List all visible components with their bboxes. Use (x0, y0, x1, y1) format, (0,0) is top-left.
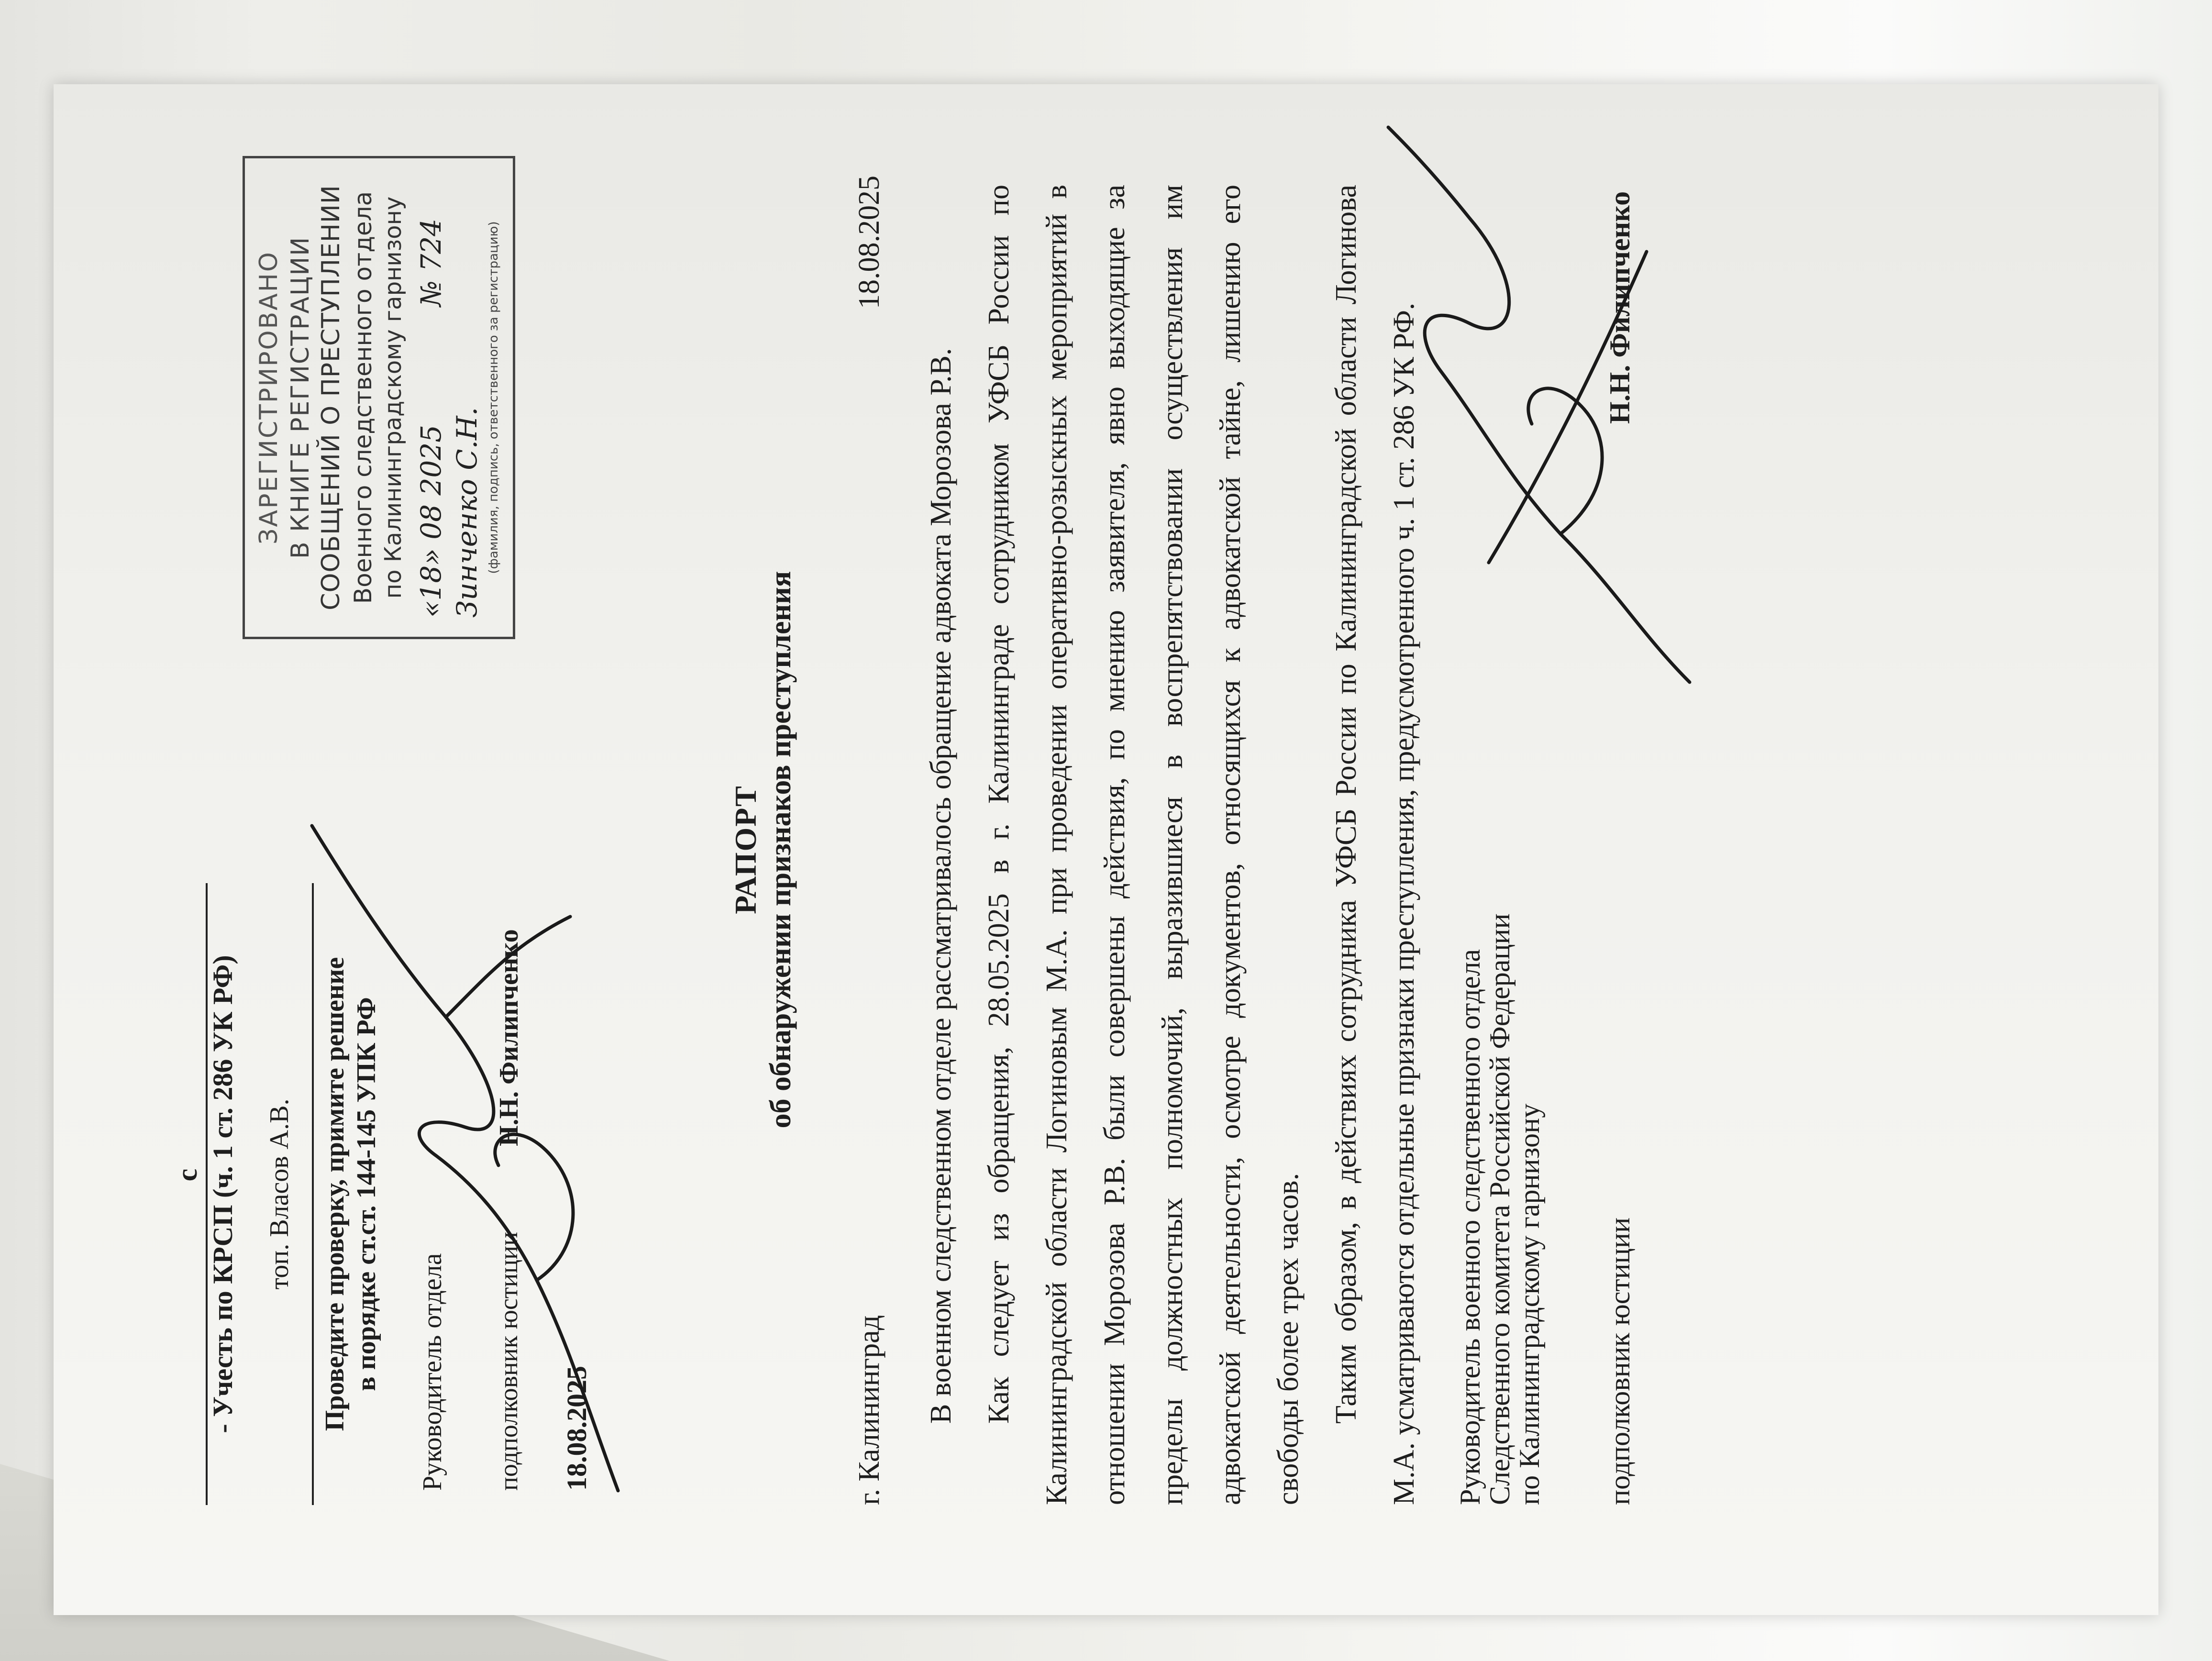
handwritten-signatures (54, 84, 2158, 1615)
signature-rank: подполковник юстиции (1604, 1217, 1636, 1505)
body-paragraph-2: Как следует из обращения, 28.05.2025 в г. Калининграде сотрудником УФСБ России по Калининградской области Логиновым М.А. при проведении оперативно-розыскных мероприятий в отношении Морозова Р.В. были совершены действия, по мнению заявителя, явно выходящие за пределы должностных полномочий, выразившиеся в воспрепятствовании осуществления им адвокатской деятельности, осмотре документов, относящихся к адвокатской тайне, лишению его свободы более трех часов. (983, 185, 1305, 1505)
resolution-addressee: топ. Власов А.В. (265, 1098, 294, 1290)
document-sheet (54, 84, 2158, 1615)
stamp-line-garrison: по Калининградскому гарнизону (380, 196, 407, 599)
stamp-handwritten-date: «18» 08 2025 (415, 424, 447, 618)
stamp-line-registered: ЗАРЕГИСТРИРОВАНО (254, 251, 283, 544)
document-title: РАПОРТ (729, 785, 763, 914)
stamp-line-reports: СООБЩЕНИЙ О ПРЕСТУПЛЕНИИ (317, 185, 345, 610)
document-date: 18.08.2025 (853, 176, 885, 309)
body-paragraph-1: В военном следственном отделе рассматривалось обращение адвоката Морозова Р.В. (925, 348, 957, 1424)
resolution-c-mark: с (171, 1168, 203, 1182)
block-signature-cross (1489, 252, 1647, 563)
signature-position-line-3: по Калининградскому гарнизону (1514, 1103, 1545, 1505)
stamp-line-department: Военного следственного отдела (349, 191, 377, 604)
stamp-handwritten-number: № 724 (415, 218, 447, 307)
signature-position-line-2: Следственного комитета Российской Федерации (1484, 913, 1515, 1505)
resolution-signature-tail (446, 917, 570, 1017)
resolution-record-line: - Учесть по КРСП (ч. 1 ст. 286 УК РФ) (207, 955, 238, 1433)
document-subtitle: об обнаружении признаков преступления (764, 571, 797, 1129)
block-signature-stroke (1388, 127, 1690, 682)
resolution-signature-stroke (312, 826, 618, 1491)
resolution-head-title: Руководитель отдела (418, 1253, 447, 1491)
stamp-handwritten-signature: Зинченко С.Н. (451, 407, 483, 618)
stamp-caption: (фамилия, подпись, ответственного за регистрацию) (487, 221, 501, 574)
signature-name: Н.Н. Филипченко (1604, 191, 1636, 424)
resolution-date: 18.08.2025 (561, 1366, 592, 1491)
resolution-signer-name: Н.Н. Филипченко (494, 929, 524, 1146)
resolution-instruction-line-1: Проведите проверку, примите решение (320, 957, 350, 1431)
resolution-rank: подполковник юстиции (494, 1232, 523, 1491)
signature-position-line-1: Руководитель военного следственного отдела (1454, 949, 1486, 1505)
resolution-signature-loop (495, 1134, 573, 1280)
document-city: г. Калининград (853, 1315, 885, 1505)
body-paragraph-3: Таким образом, в действиях сотрудника УФСБ России по Калининградской области Логинова М.А. усматриваются отдельные признаки преступления, предусмотренного ч. 1 ст. 286 УК РФ. (1330, 185, 1420, 1505)
stamp-line-book: В КНИГЕ РЕГИСТРАЦИИ (286, 236, 315, 559)
resolution-instruction-line-2: в порядке ст.ст. 144-145 УПК РФ (352, 997, 381, 1391)
